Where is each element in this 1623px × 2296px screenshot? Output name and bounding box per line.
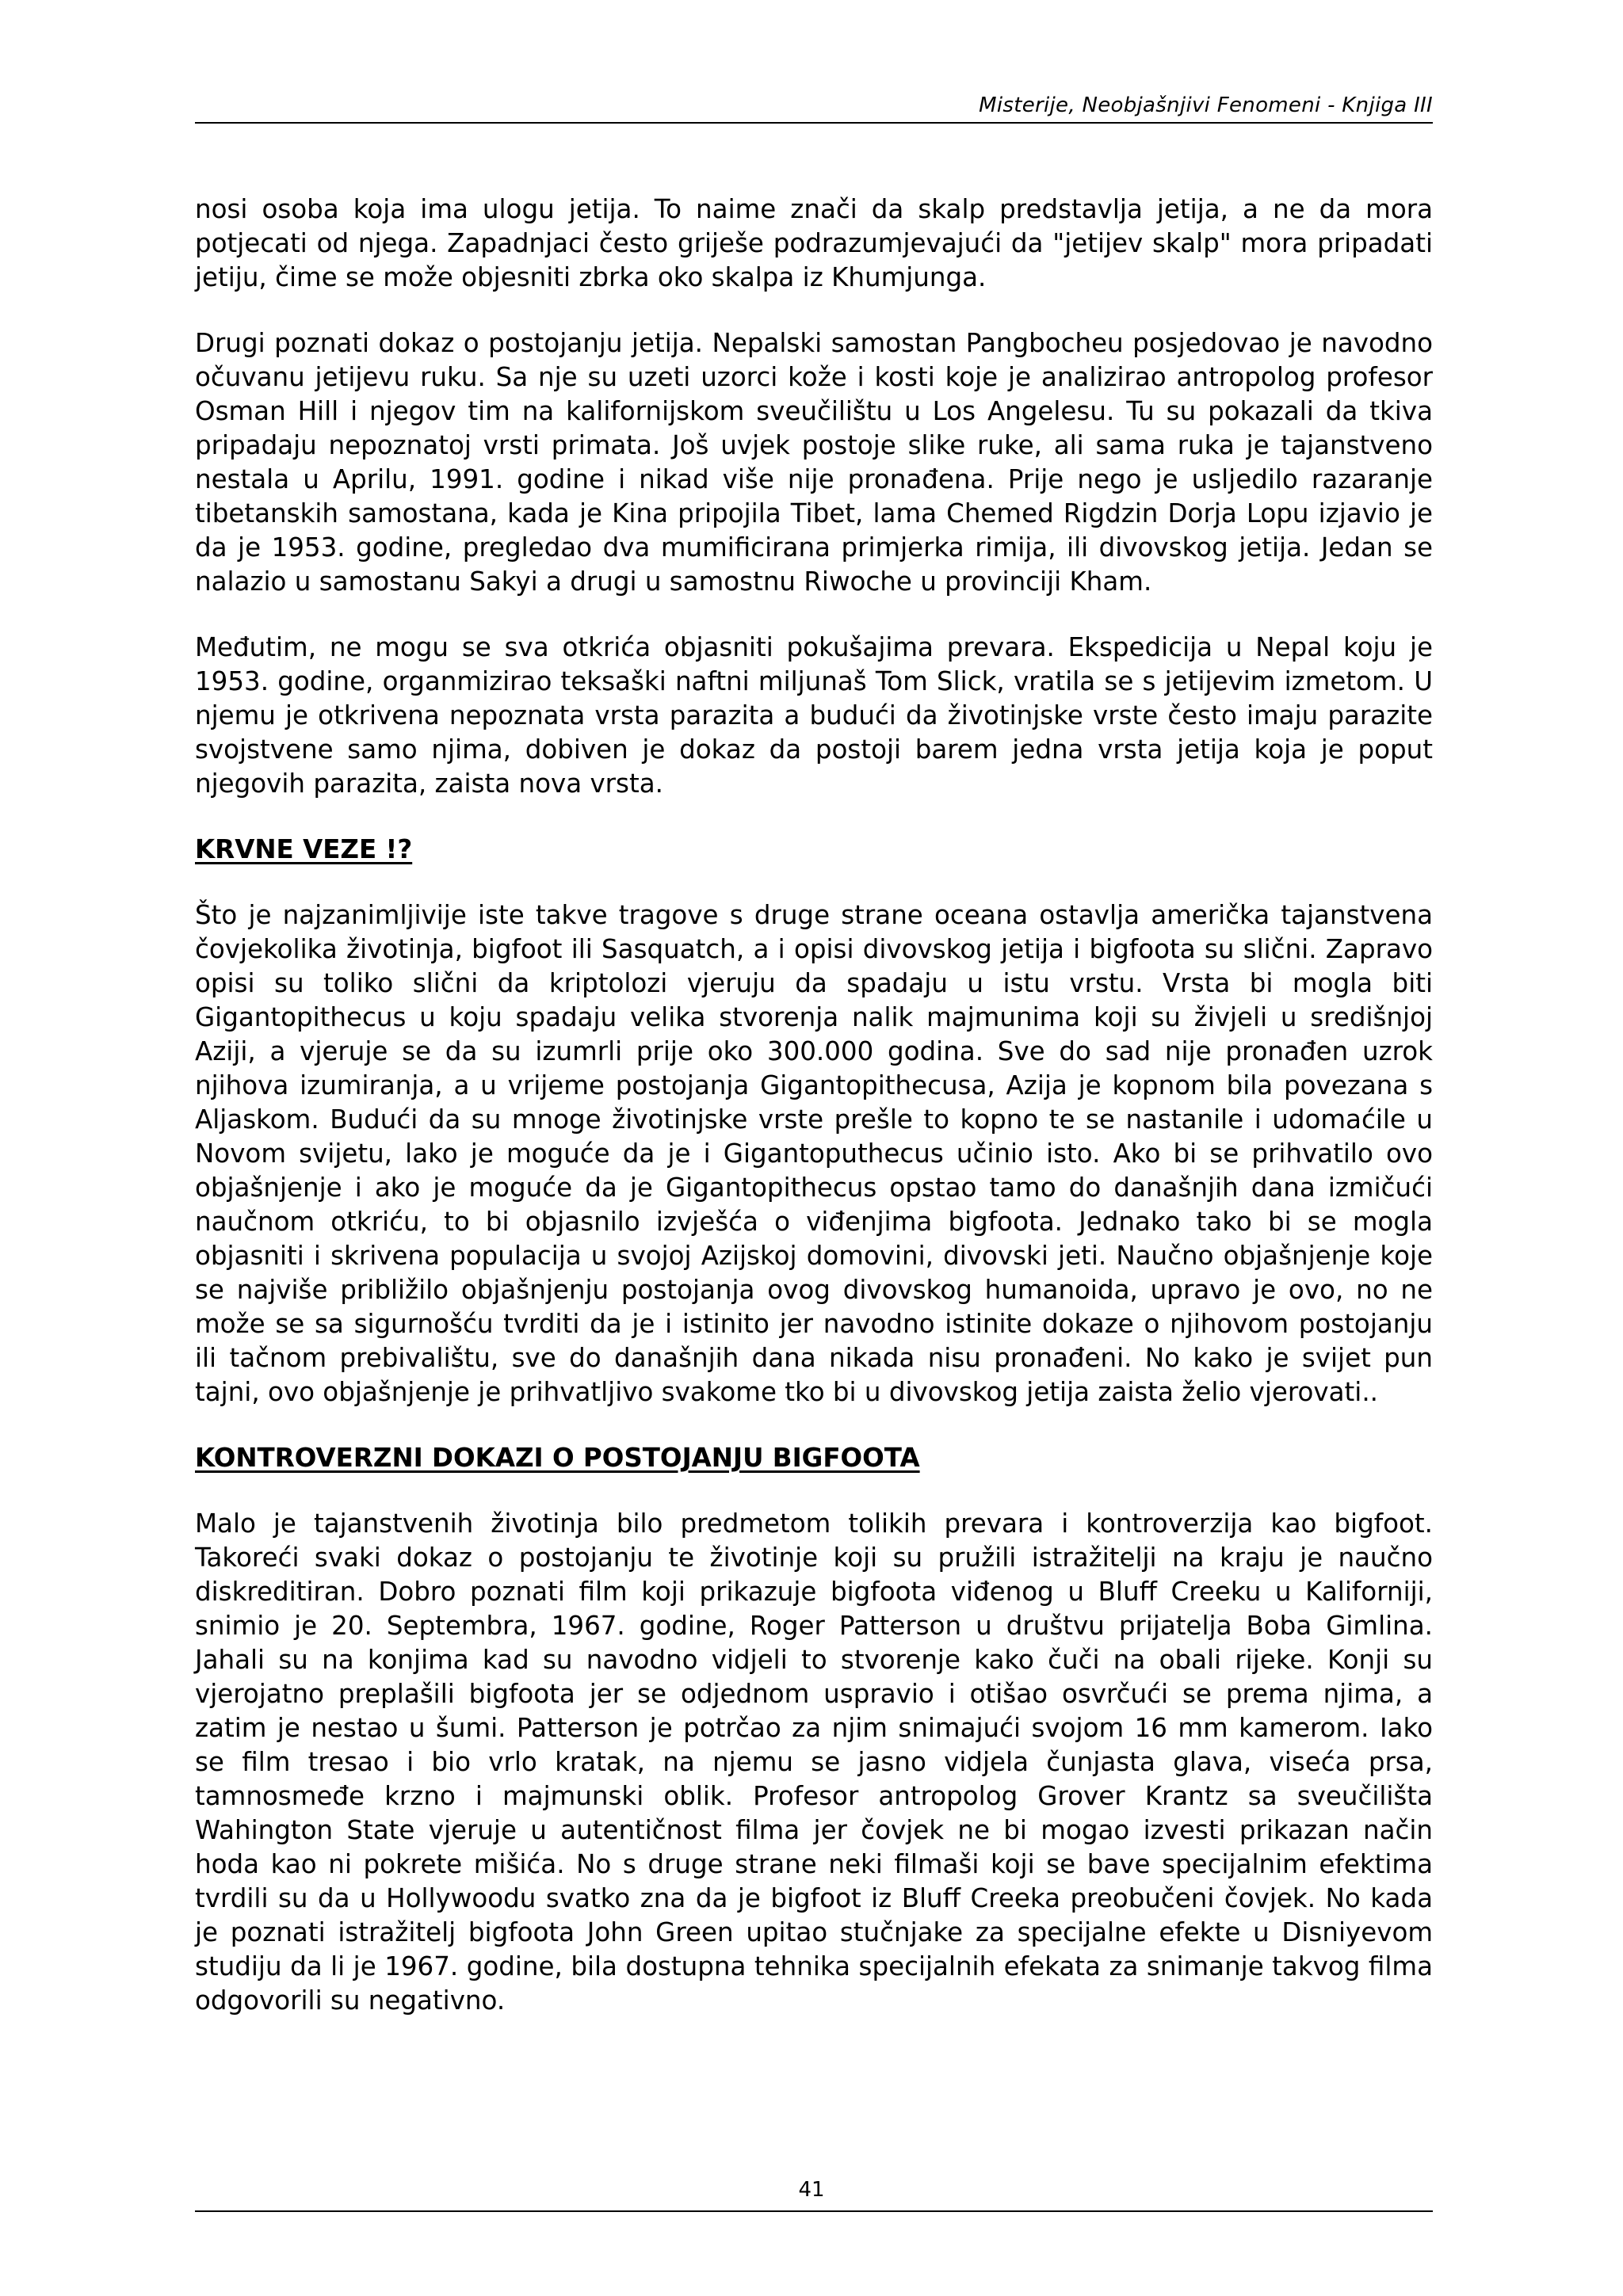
page-number: 41 xyxy=(798,2178,825,2202)
running-header-title: Misterije, Neobjašnjivi Fenomeni - Knjiga III xyxy=(979,93,1433,117)
page-header xyxy=(195,93,1433,124)
footer-rule xyxy=(195,2210,1433,2212)
page-body xyxy=(195,193,1433,2050)
paragraph-2: Drugi poznati dokaz o postojanju jetija. Nepalski samostan Pangbocheu posjedovao je navodno očuvanu jetijevu ruku. Sa nje su uzeti uzorci kože i kosti koje je analizirao antropolog profesor Osman Hill i njegov tim na kalifornijskom sveučilištu u Los Angelesu. Tu su pokazali da tkiva pripadaju nepoznatoj vrsti primata. Još uvjek postoje slike ruke, ali sama ruka je tajanstveno nestala u Aprilu, 1991. godine i nikad više nije pronađena. Prije nego je usljedilo razaranje tibetanskih samostana, kada je Kina pripojila Tibet, lama Chemed Rigdzin Dorja Lopu izjavio je da je 1953. godine, pregledao dva mumificirana primjerka rimija, ili divovskog jetija. Jedan se nalazio u samostanu Sakyi a drugi u samostnu Riwoche u provinciji Kham. xyxy=(195,328,1433,597)
section-heading-kontroverzni-dokazi: KONTROVERZNI DOKAZI O POSTOJANJU BIGFOOTA xyxy=(195,1443,920,1473)
paragraph-1: nosi osoba koja ima ulogu jetija. To naime znači da skalp predstavlja jetija, a ne da mora potjecati od njega. Zapadnjaci često griješe podrazumjevajući da "jetijev skalp" mora pripadati jetiju, čime se može objesniti zbrka oko skalpa iz Khumjunga. xyxy=(195,194,1433,292)
section-heading-krvne-veze: KRVNE VEZE !? xyxy=(195,834,413,864)
paragraph-5: Malo je tajanstvenih životinja bilo predmetom tolikih prevara i kontroverzija kao bigfoot. Takoreći svaki dokaz o postojanju te životinje koji su pružili istražitelji na kraju je naučno diskreditiran. Dobro poznati film koji prikazuje bigfoota viđenog u Bluff Creeku u Kaliforniji, snimio je 20. Septembra, 1967. godine, Roger Patterson u društvu prijatelja Boba Gimlina. Jahali su na konjima kad su navodno vidjeli to stvorenje kako čuči na obali rijeke. Konji su vjerojatno preplašili bigfoota jer se odjednom uspravio i otišao osvrčući se prema njima, a zatim je nestao u šumi. Patterson je potrčao za njim snimajući svojom 16 mm kamerom. Iako se film tresao i bio vrlo kratak, na njemu se jasno vidjela čunjasta glava, viseća prsa, tamnosmeđe krzno i majmunski oblik. Profesor antropolog Grover Krantz sa sveučilišta Wahington State vjeruje u autentičnost filma jer čovjek ne bi mogao izvesti prikazan način hoda kao ni pokrete mišića. No s druge strane neki filmaši koji se bave specijalnim efektima tvrdili su da u Hollywoodu svatko zna da je bigfoot iz Bluff Creeka preobučeni čovjek. No kada je poznati istražitelj bigfoota John Green upitao stučnjake za specijalne efekte u Disniyevom studiju da li je 1967. godine, bila dostupna tehnika specijalnih efekata za snimanje takvog filma odgovorili su negativno. xyxy=(195,1508,1433,2016)
paragraph-3: Međutim, ne mogu se sva otkrića objasniti pokušajima prevara. Ekspedicija u Nepal koju je 1953. godine, organmizirao teksaški naftni miljunaš Tom Slick, vratila se s jetijevim izmetom. U njemu je otkrivena nepoznata vrsta parazita a budući da životinjske vrste često imaju parazite svojstvene samo njima, dobiven je dokaz da postoji barem jedna vrsta jetija koja je poput njegovih parazita, zaista nova vrsta. xyxy=(195,632,1433,799)
paragraph-4: Što je najzanimljivije iste takve tragove s druge strane oceana ostavlja američka tajanstvena čovjekolika životinja, bigfoot ili Sasquatch, a i opisi divovskog jetija i bigfoota su slični. Zapravo opisi su toliko slični da kriptolozi vjeruju da spadaju u istu vrstu. Vrsta bi mogla biti Gigantopithecus u koju spadaju velika stvorenja nalik majmunima koji su živjeli u središnjoj Aziji, a vjeruje se da su izumrli prije oko 300.000 godina. Sve do sad nije pronađen uzrok njihova izumiranja, a u vrijeme postojanja Gigantopithecusa, Azija je kopnom bila povezana s Aljaskom. Budući da su mnoge životinjske vrste prešle to kopno te se nastanile i udomaćile u Novom svijetu, lako je moguće da je i Gigantoputhecus učinio isto. Ako bi se prihvatilo ovo objašnjenje i ako je moguće da je Gigantopithecus opstao tamo do današnjih dana izmičući naučnom otkriću, to bi objasnilo izvješća o viđenjima bigfoota. Jednako tako bi se mogla objasniti i skrivena populacija u svojoj Azijskoj domovini, divovski jeti. Naučno objašnjenje koje se najviše približilo objašnjenju postojanja ovog divovskog humanoida, upravo je ovo, no ne može se sa sigurnošću tvrditi da je i istinito jer navodno istinite dokaze o njihovom postojanju ili tačnom prebivalištu, sve do današnjih dana nikada nisu pronađeni. No kako je svijet pun tajni, ovo objašnjenje je prihvatljivo svakome tko bi u divovskog jetija zaista želio vjerovati.. xyxy=(195,900,1433,1407)
